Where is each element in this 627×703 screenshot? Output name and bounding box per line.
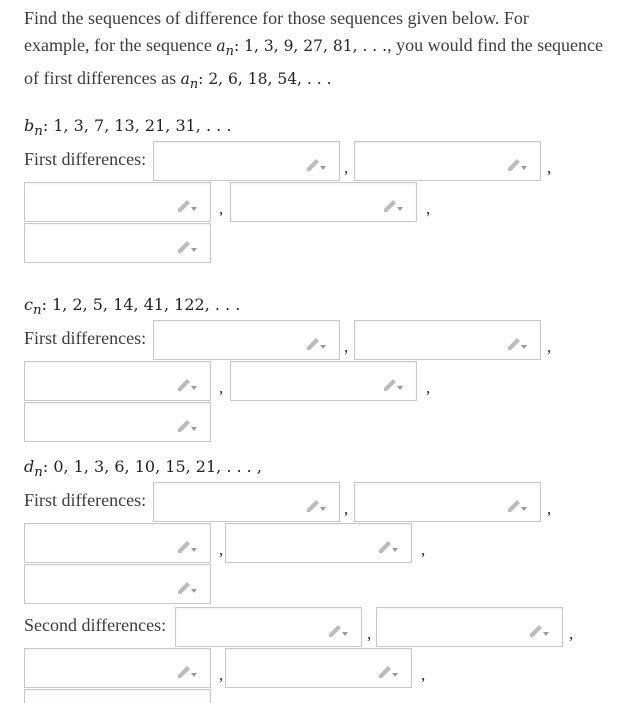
instructions-text: of first differences as bbox=[24, 68, 177, 89]
d-first-diff-input-1[interactable] bbox=[153, 482, 340, 522]
d-second-diff-input-2[interactable] bbox=[376, 607, 563, 647]
instructions-line-2 bbox=[24, 32, 620, 65]
separator-comma: , bbox=[426, 378, 431, 397]
instructions bbox=[24, 5, 620, 98]
pencil-dropdown-icon[interactable] bbox=[305, 156, 327, 172]
second-differences-label: Second differences: bbox=[24, 615, 167, 635]
separator-comma: , bbox=[219, 665, 224, 684]
pencil-dropdown-icon[interactable] bbox=[176, 579, 198, 595]
example-sequence-a: $a_n$: 1, 3, 9, 27, 81, . . . bbox=[216, 37, 388, 60]
pencil-dropdown-icon[interactable] bbox=[176, 538, 198, 554]
d-first-diff-input-5[interactable] bbox=[24, 564, 211, 604]
c-first-diff-input-2[interactable] bbox=[354, 320, 541, 360]
separator-comma: , bbox=[426, 199, 431, 218]
separator-comma: , bbox=[421, 540, 426, 559]
pencil-dropdown-icon[interactable] bbox=[506, 156, 528, 172]
separator-comma: , bbox=[547, 337, 552, 356]
example-differences-a: $a_n$: 2, 6, 18, 54, . . . bbox=[180, 70, 332, 93]
c-first-diff-input-1[interactable] bbox=[153, 320, 340, 360]
pencil-dropdown-icon[interactable] bbox=[176, 376, 198, 392]
pencil-dropdown-icon[interactable] bbox=[305, 335, 327, 351]
d-first-diff-input-2[interactable] bbox=[354, 482, 541, 522]
instructions-line-3 bbox=[24, 65, 620, 98]
pencil-dropdown-icon[interactable] bbox=[506, 335, 528, 351]
pencil-dropdown-icon[interactable] bbox=[377, 663, 399, 679]
pencil-dropdown-icon[interactable] bbox=[176, 417, 198, 433]
pencil-dropdown-icon[interactable] bbox=[305, 497, 327, 513]
first-differences-label: First differences: bbox=[24, 149, 147, 169]
separator-comma: , bbox=[569, 624, 574, 643]
pencil-dropdown-icon[interactable] bbox=[528, 622, 550, 638]
d-second-diff-input-3[interactable] bbox=[24, 648, 211, 688]
pencil-dropdown-icon[interactable] bbox=[176, 663, 198, 679]
separator-comma: , bbox=[219, 378, 224, 397]
separator-comma: , bbox=[547, 499, 552, 518]
b-first-diff-input-5[interactable] bbox=[24, 223, 211, 263]
instructions-text: example, for the sequence bbox=[24, 35, 212, 55]
d-second-diff-input-4[interactable] bbox=[225, 648, 412, 688]
separator-comma: , bbox=[547, 158, 552, 177]
separator-comma: , bbox=[344, 158, 349, 177]
d-first-diff-input-4[interactable] bbox=[225, 523, 412, 563]
pencil-dropdown-icon[interactable] bbox=[176, 238, 198, 254]
first-differences-label: First differences: bbox=[24, 490, 147, 510]
first-differences-label: First differences: bbox=[24, 328, 147, 348]
separator-comma: , bbox=[219, 199, 224, 218]
c-first-diff-input-3[interactable] bbox=[24, 361, 211, 401]
d-second-diff-input-5[interactable] bbox=[24, 689, 211, 703]
b-first-diff-input-3[interactable] bbox=[24, 182, 211, 222]
separator-comma: , bbox=[344, 337, 349, 356]
pencil-dropdown-icon[interactable] bbox=[327, 622, 349, 638]
sequence-b: $b_n$: 1, 3, 7, 13, 21, 31, . . . bbox=[24, 116, 232, 140]
pencil-dropdown-icon[interactable] bbox=[382, 376, 404, 392]
b-first-diff-input-4[interactable] bbox=[230, 182, 417, 222]
separator-comma: , bbox=[344, 499, 349, 518]
separator-comma: , bbox=[421, 665, 426, 684]
sequence-c: $c_n$: 1, 2, 5, 14, 41, 122, . . . bbox=[24, 295, 241, 319]
d-second-diff-input-1[interactable] bbox=[175, 607, 362, 647]
d-first-diff-input-3[interactable] bbox=[24, 523, 211, 563]
instructions-line-1: Find the sequences of difference for those sequences given below. For bbox=[24, 8, 529, 28]
sequence-d: $d_n$: 0, 1, 3, 6, 10, 15, 21, . . . , bbox=[24, 457, 262, 481]
pencil-dropdown-icon[interactable] bbox=[506, 497, 528, 513]
instructions-text: , you would find the sequence bbox=[387, 35, 604, 55]
b-first-diff-input-1[interactable] bbox=[153, 141, 340, 181]
separator-comma: , bbox=[367, 624, 372, 643]
pencil-dropdown-icon[interactable] bbox=[176, 197, 198, 213]
separator-comma: , bbox=[219, 540, 224, 559]
b-first-diff-input-2[interactable] bbox=[354, 141, 541, 181]
c-first-diff-input-5[interactable] bbox=[24, 402, 211, 442]
pencil-dropdown-icon[interactable] bbox=[377, 538, 399, 554]
pencil-dropdown-icon[interactable] bbox=[382, 197, 404, 213]
c-first-diff-input-4[interactable] bbox=[230, 361, 417, 401]
